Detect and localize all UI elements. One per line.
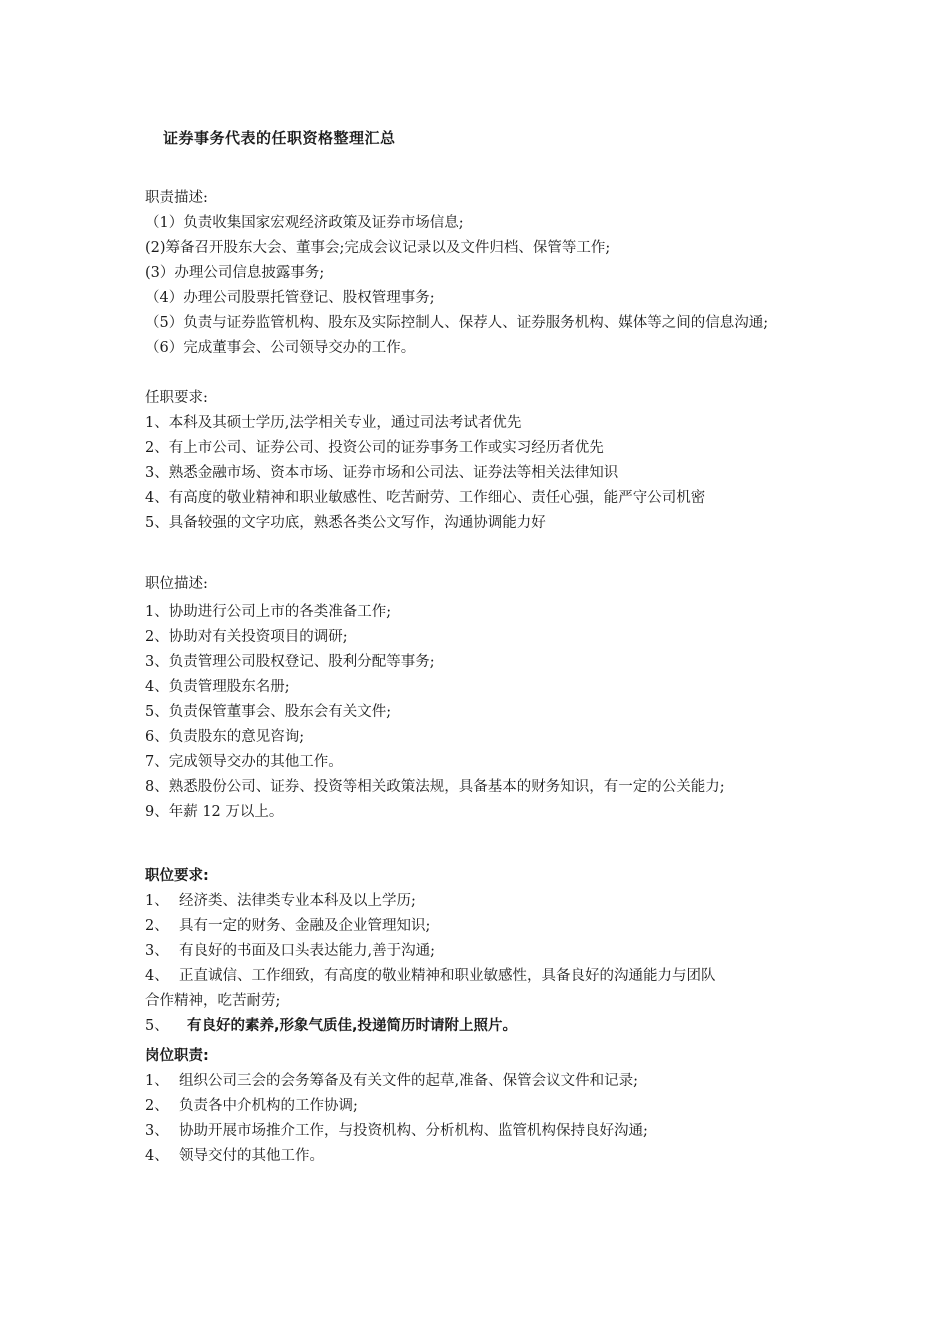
item-text: 正直诚信、工作细致，有高度的敬业精神和职业敏感性，具备良好的沟通能力与团队	[179, 968, 716, 984]
item-text: 有良好的书面及口头表达能力,善于沟通;	[179, 943, 435, 959]
list-item	[145, 939, 825, 964]
section-job-requirements	[145, 386, 825, 536]
list-item: 4、有高度的敬业精神和职业敏感性、吃苦耐劳、工作细心、责任心强，能严守公司机密	[145, 490, 706, 506]
list-item	[145, 1094, 825, 1119]
list-item	[145, 914, 825, 939]
list-item: 1、本科及其硕士学历,法学相关专业，通过司法考试者优先	[145, 415, 522, 431]
section-position-description	[145, 572, 825, 825]
item-text: 协助开展市场推介工作，与投资机构、分析机构、监管机构保持良好沟通;	[179, 1123, 648, 1139]
list-item	[145, 889, 825, 914]
list-item: 8、熟悉股份公司、证券、投资等相关政策法规，具备基本的财务知识，有一定的公关能力;	[145, 779, 725, 795]
item-text: 组织公司三会的会务筹备及有关文件的起草,准备、保管会议文件和记录;	[179, 1073, 638, 1089]
item-number: 4、	[145, 1148, 169, 1164]
list-item: 2、有上市公司、证券公司、投资公司的证券事务工作或实习经历者优先	[145, 440, 604, 456]
list-item: (2)筹备召开股东大会、董事会;完成会议记录以及文件归档、保管等工作;	[145, 240, 611, 256]
list-item	[145, 1119, 825, 1144]
item-number: 1、	[145, 893, 169, 909]
item-text: 合作精神，吃苦耐劳;	[145, 993, 281, 1009]
item-text: 负责各中介机构的工作协调;	[179, 1098, 358, 1114]
section-heading: 岗位职责:	[145, 1048, 209, 1064]
list-item: 5、负责保管董事会、股东会有关文件;	[145, 704, 392, 720]
section-duty-description	[145, 186, 825, 361]
section-heading: 职位描述:	[145, 576, 208, 592]
item-number: 4、	[145, 968, 169, 984]
list-item: 1、协助进行公司上市的各类准备工作;	[145, 604, 392, 620]
item-number: 2、	[145, 918, 169, 934]
list-item: （1）负责收集国家宏观经济政策及证券市场信息;	[145, 215, 464, 231]
list-item	[145, 1144, 825, 1169]
item-number: 5、	[145, 1018, 169, 1034]
list-item: （5）负责与证券监管机构、股东及实际控制人、保荐人、证券服务机构、媒体等之间的信息沟通;	[145, 315, 769, 331]
item-number: 2、	[145, 1098, 169, 1114]
list-item	[145, 1014, 825, 1039]
list-item: （4）办理公司股票托管登记、股权管理事务;	[145, 290, 435, 306]
list-item: 9、年薪 12 万以上。	[145, 804, 284, 820]
list-item: 4、负责管理股东名册;	[145, 679, 290, 695]
list-item	[145, 1069, 825, 1094]
section-heading: 职责描述:	[145, 190, 208, 206]
item-number: 1、	[145, 1073, 169, 1089]
item-number: 3、	[145, 943, 169, 959]
item-text: 有良好的素养,形象气质佳,投递简历时请附上照片。	[187, 1018, 518, 1034]
list-item: 5、具备较强的文字功底，熟悉各类公文写作，沟通协调能力好	[145, 515, 546, 531]
item-text: 具有一定的财务、金融及企业管理知识;	[179, 918, 431, 934]
list-item: 3、负责管理公司股权登记、股利分配等事务;	[145, 654, 435, 670]
item-text: 领导交付的其他工作。	[179, 1148, 324, 1164]
section-position-requirements	[145, 864, 825, 1039]
list-item	[145, 964, 825, 989]
item-number: 3、	[145, 1123, 169, 1139]
list-item: 6、负责股东的意见咨询;	[145, 729, 305, 745]
section-heading: 任职要求:	[145, 390, 208, 406]
list-item: 2、协助对有关投资项目的调研;	[145, 629, 348, 645]
list-item: （6）完成董事会、公司领导交办的工作。	[145, 340, 416, 356]
section-heading: 职位要求:	[145, 868, 209, 884]
item-text: 经济类、法律类专业本科及以上学历;	[179, 893, 416, 909]
section-post-duties	[145, 1044, 825, 1169]
list-item: (3）办理公司信息披露事务;	[145, 265, 325, 281]
list-item: 3、熟悉金融市场、资本市场、证券市场和公司法、证券法等相关法律知识	[145, 465, 619, 481]
document-title: 证券事务代表的任职资格整理汇总	[163, 129, 396, 147]
list-item: 7、完成领导交办的其他工作。	[145, 754, 343, 770]
list-item-continuation	[145, 989, 825, 1014]
